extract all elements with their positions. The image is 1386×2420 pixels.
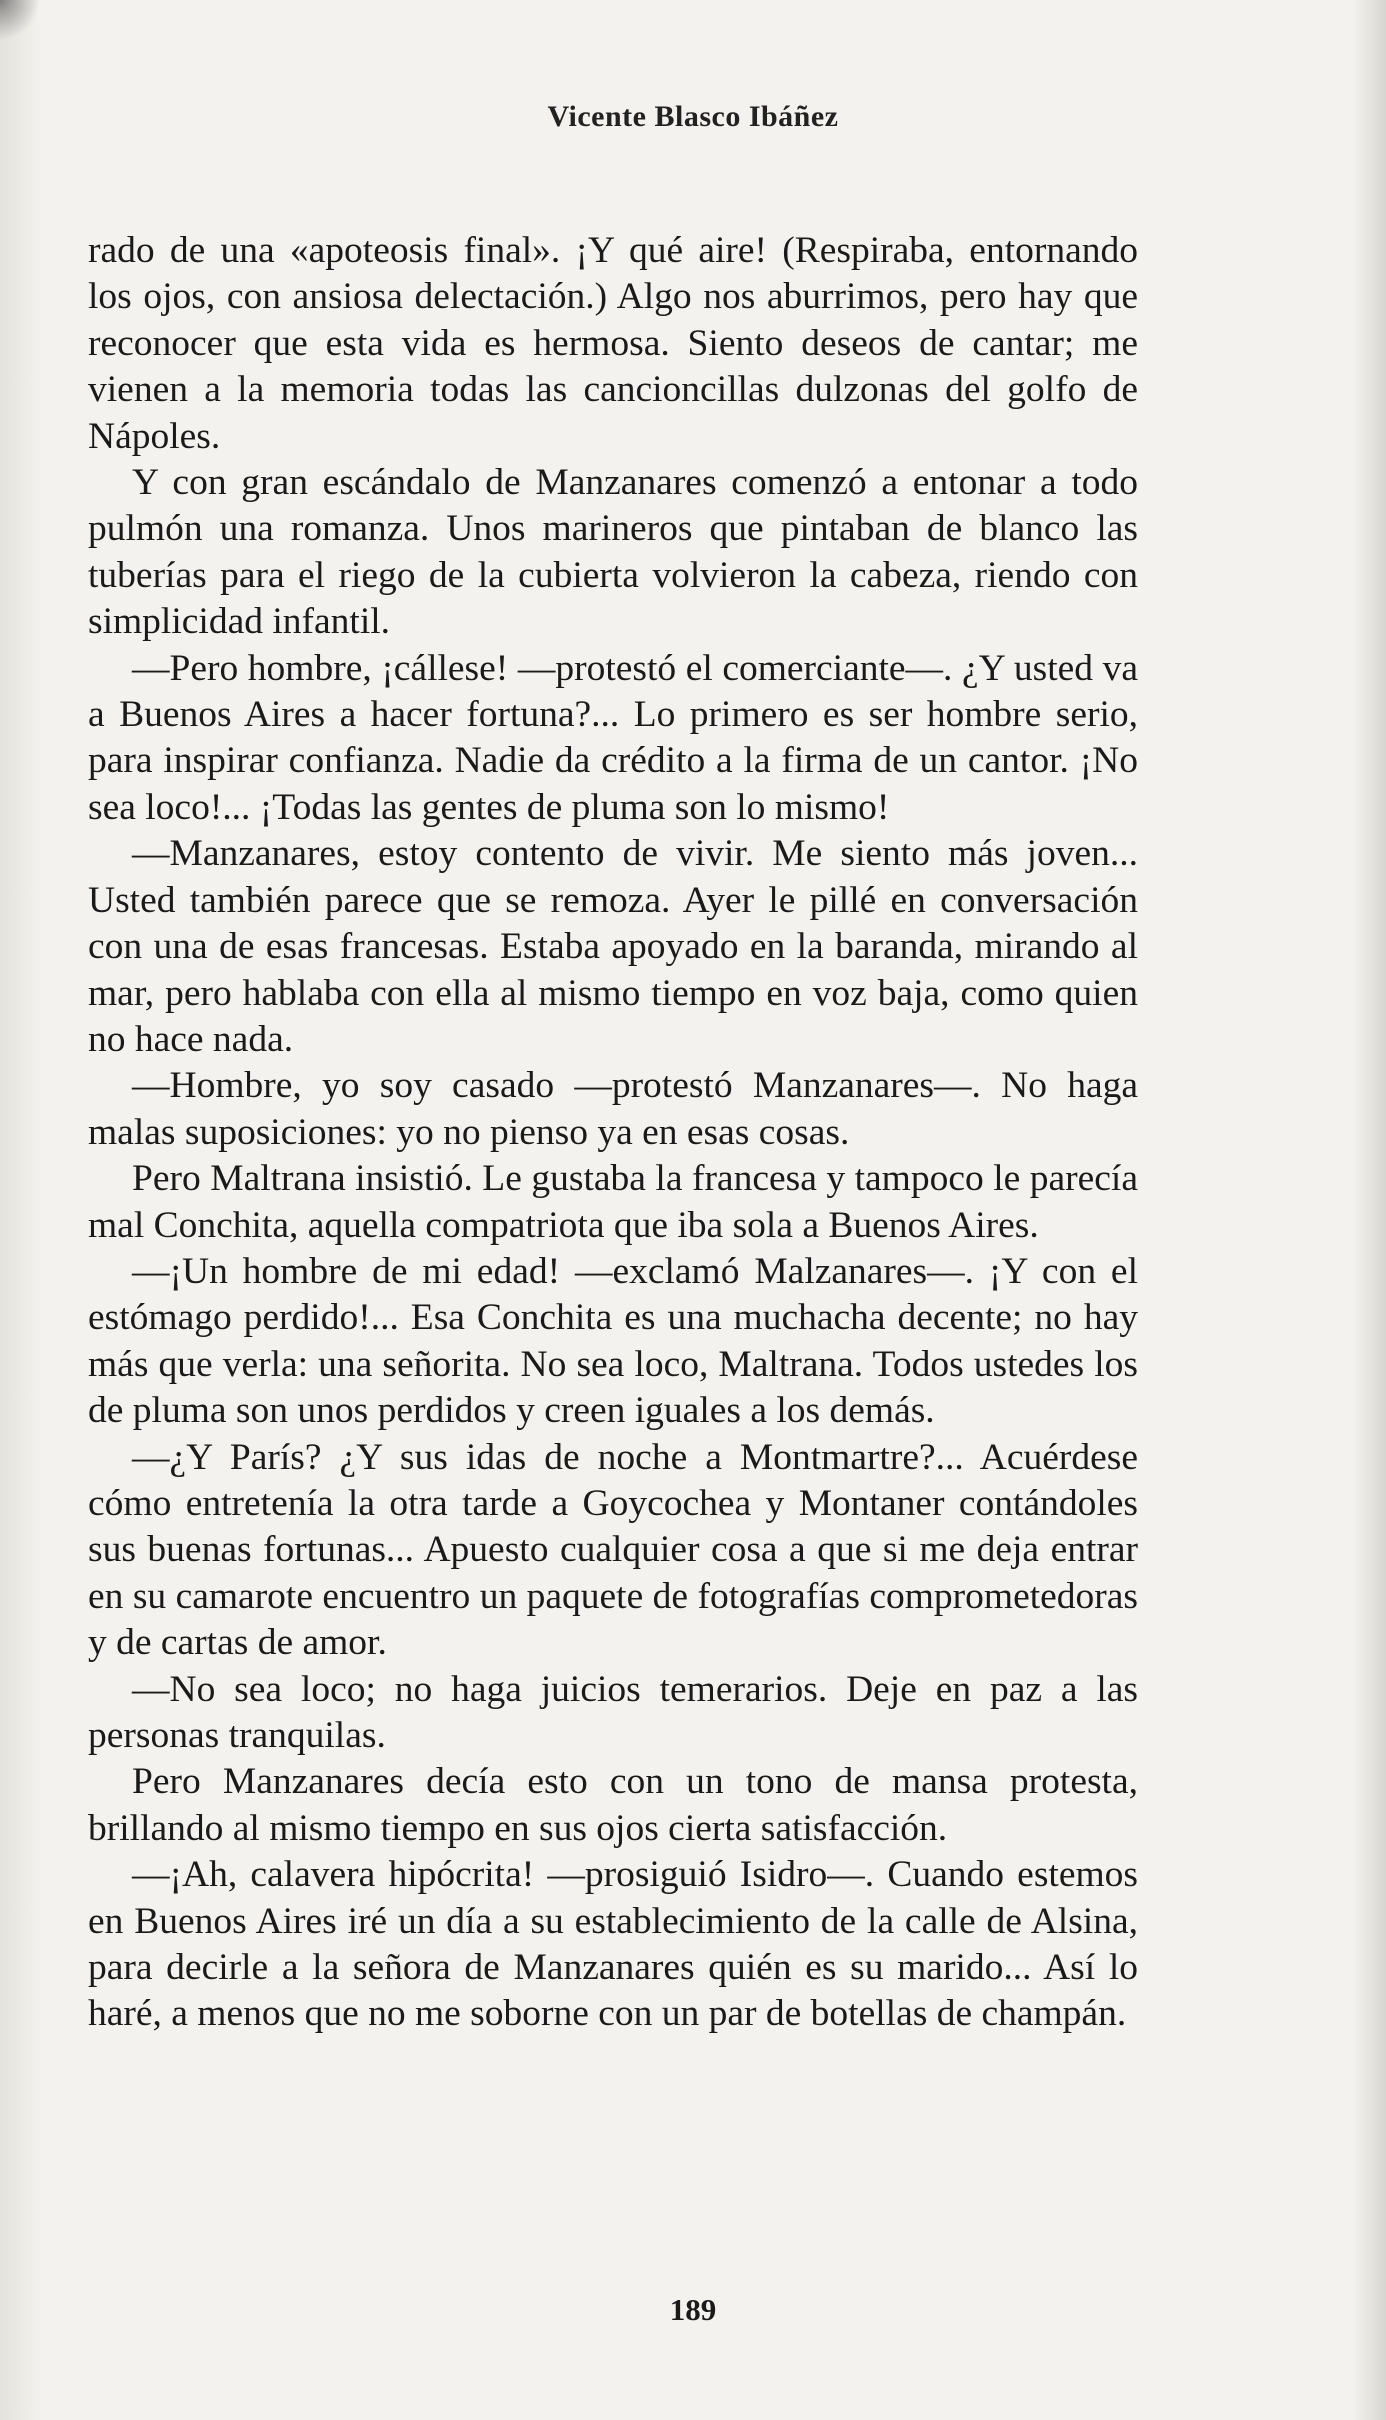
paragraph: rado de una «apoteosis final». ¡Y qué aire! (Respiraba, entornando los ojos, con ansiosa delectación.) Algo nos aburrimos, pero hay que reconocer que esta vida es hermosa. Siento deseos de cantar; me vienen a la memoria todas las cancioncillas dulzonas del golfo de Nápoles. (88, 230, 1138, 457)
scan-corner-mark (0, 0, 60, 40)
paragraph: —No sea loco; no haga juicios temerarios. Deje en paz a las personas tranquilas. (88, 1668, 1138, 1756)
page-gutter-shadow (0, 0, 40, 2420)
paragraph: —¡Un hombre de mi edad! —exclamó Malzanares—. ¡Y con el estómago perdido!... Esa Conchita es una muchacha decente; no hay más que verla: una señorita. No sea loco, Maltrana. Todos ustedes los de pluma son unos perdidos y creen iguales a los demás. (88, 1250, 1138, 1432)
paragraph: —Hombre, yo soy casado —protestó Manzanares—. No haga malas suposiciones: yo no pienso ya en esas cosas. (88, 1065, 1138, 1153)
page-edge-shadow (1352, 0, 1386, 2420)
paragraph: —Pero hombre, ¡cállese! —protestó el comerciante—. ¿Y usted va a Buenos Aires a hacer fortuna?... Lo primero es ser hombre serio, para inspirar confianza. Nadie da crédito a la firma de un cantor. ¡No sea loco!... ¡Todas las gentes de pluma son lo mismo! (88, 647, 1138, 828)
body-text (88, 228, 1138, 2038)
paragraph: Y con gran escándalo de Manzanares comenzó a entonar a todo pulmón una romanza. Unos marineros que pintaban de blanco las tuberías para el riego de la cubierta volvieron la cabeza, riendo con simplicidad infantil. (88, 462, 1138, 643)
running-header: Vicente Blasco Ibáñez (547, 100, 839, 133)
paragraph: —¡Ah, calavera hipócrita! —prosiguió Isidro—. Cuando estemos en Buenos Aires iré un día a su establecimiento de la calle de Alsina, para decirle a la señora de Manzanares quién es su marido... Así lo haré, a menos que no me soborne con un par de botellas de champán. (88, 1854, 1138, 2035)
paragraph: Pero Manzanares decía esto con un tono de mansa protesta, brillando al mismo tiempo en sus ojos cierta satisfacción. (88, 1761, 1138, 1849)
paragraph: —¿Y París? ¿Y sus idas de noche a Montmartre?... Acuérdese cómo entretenía la otra tarde a Goycochea y Montaner contándoles sus buenas fortunas... Apuesto cualquier cosa a que si me deja entrar en su camarote encuentro un paquete de fotografías comprometedoras y de cartas de amor. (88, 1436, 1138, 1664)
paragraph: —Manzanares, estoy contento de vivir. Me siento más joven... Usted también parece que se remoza. Ayer le pillé en conversación con una de esas francesas. Estaba apoyado en la baranda, mirando al mar, pero hablaba con ella al mismo tiempo en voz baja, como quien no hace nada. (88, 833, 1138, 1060)
page-number: 189 (669, 2292, 717, 2327)
paragraph: Pero Maltrana insistió. Le gustaba la francesa y tampoco le parecía mal Conchita, aquella compatriota que iba sola a Buenos Aires. (88, 1158, 1138, 1246)
